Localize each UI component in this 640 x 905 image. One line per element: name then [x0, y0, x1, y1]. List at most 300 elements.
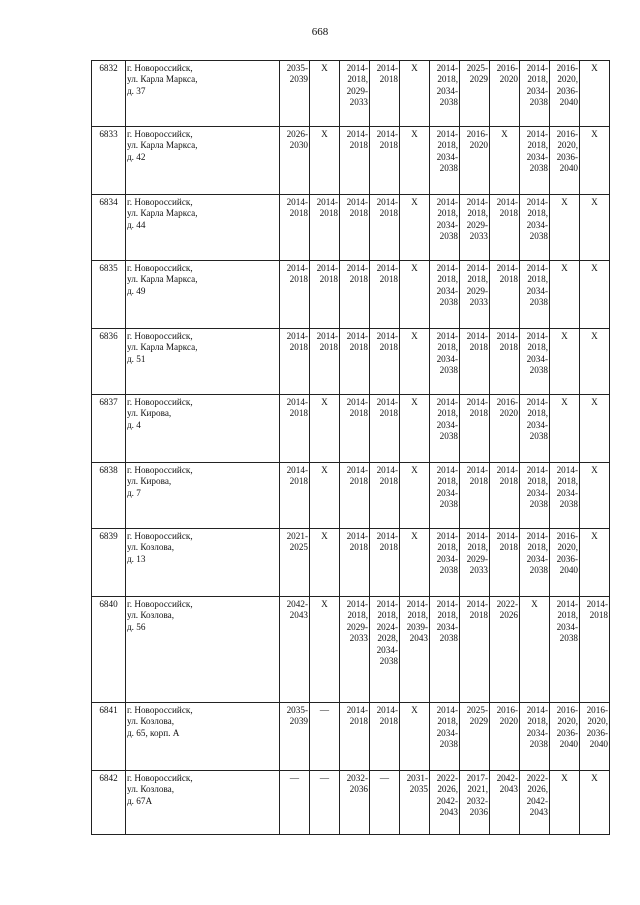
- period-cell: [550, 529, 580, 597]
- period-line: 2014-: [436, 263, 458, 273]
- period-line: 2018,: [437, 140, 458, 151]
- period-line: 2040: [559, 163, 578, 174]
- period-cell: [400, 771, 430, 835]
- period-cell: [520, 463, 550, 529]
- period-line: 2014-: [376, 63, 398, 73]
- period-line: 2038: [439, 431, 458, 442]
- address-line: ул. Козлова,: [127, 610, 175, 621]
- period-line: 2018: [469, 342, 488, 353]
- address-line: д. 37: [127, 85, 146, 96]
- period-line: Х: [531, 599, 538, 609]
- address-line: г. Новороссийск,: [127, 197, 193, 207]
- period-line: 2038: [439, 633, 458, 644]
- period-line: 2018,: [527, 74, 548, 85]
- address-line: д. 44: [127, 219, 146, 230]
- period-cell: [520, 597, 550, 703]
- period-line: 2018,: [437, 716, 458, 727]
- table-row: [92, 261, 610, 329]
- period-line: 2032-: [346, 773, 368, 783]
- period-cell: [280, 395, 310, 463]
- period-cell: [430, 127, 460, 195]
- period-cell: [280, 195, 310, 261]
- period-line: 2014-: [286, 197, 308, 207]
- period-line: 2016-: [556, 705, 578, 715]
- period-line: 2014-: [316, 263, 338, 273]
- period-line: 2029-: [466, 285, 488, 296]
- period-cell: [580, 261, 610, 329]
- period-line: 2014-: [286, 397, 308, 407]
- period-line: 2014-: [526, 263, 548, 273]
- period-cell: [370, 463, 400, 529]
- period-cell: [370, 771, 400, 835]
- period-line: 2014-: [496, 197, 518, 207]
- period-line: 2018,: [467, 208, 488, 219]
- period-line: 2014-: [436, 705, 458, 715]
- period-line: 2018: [349, 140, 368, 151]
- period-line: 2018: [379, 140, 398, 151]
- period-line: Х: [411, 531, 418, 541]
- period-cell: [370, 597, 400, 703]
- period-line: 2014-: [526, 531, 548, 541]
- period-cell: [370, 529, 400, 597]
- period-line: 2030: [289, 140, 308, 151]
- period-line: —: [319, 773, 330, 783]
- period-line: Х: [321, 599, 328, 609]
- period-line: 2014-: [556, 465, 578, 475]
- period-line: 2018,: [527, 408, 548, 419]
- period-line: 2018,: [557, 610, 578, 621]
- period-line: 2014-: [526, 465, 548, 475]
- address-line: д. 4: [127, 419, 141, 430]
- address-line: ул. Козлова,: [127, 542, 175, 553]
- period-line: 2014-: [556, 599, 578, 609]
- period-line: 2038: [529, 431, 548, 442]
- period-cell: [370, 61, 400, 127]
- period-line: 2016-: [556, 129, 578, 139]
- period-line: 2018,: [527, 208, 548, 219]
- period-line: 2014-: [466, 263, 488, 273]
- period-line: Х: [591, 773, 598, 783]
- period-line: 2018,: [527, 476, 548, 487]
- period-line: 2018: [499, 476, 518, 487]
- period-line: 2018,: [407, 610, 428, 621]
- table-row: [92, 597, 610, 703]
- period-cell: [430, 597, 460, 703]
- period-line: 2033: [469, 565, 488, 576]
- period-line: 2040: [559, 97, 578, 108]
- row-number: 6832: [92, 61, 126, 127]
- period-line: 2034-: [436, 727, 458, 738]
- period-line: 2029: [469, 716, 488, 727]
- period-line: 2018: [349, 716, 368, 727]
- period-line: 2014-: [376, 465, 398, 475]
- address-line: г. Новороссийск,: [127, 331, 193, 341]
- period-line: 2018,: [527, 542, 548, 553]
- period-cell: [280, 597, 310, 703]
- period-line: 2038: [529, 163, 548, 174]
- period-cell: [550, 261, 580, 329]
- period-line: 2040: [559, 565, 578, 576]
- period-cell: [460, 61, 490, 127]
- address-line: г. Новороссийск,: [127, 263, 193, 273]
- period-cell: [400, 329, 430, 395]
- period-line: Х: [561, 397, 568, 407]
- period-cell: [340, 329, 370, 395]
- period-line: 2018: [349, 408, 368, 419]
- period-line: 2018: [469, 610, 488, 621]
- period-line: 2034-: [526, 487, 548, 498]
- period-line: 2018: [379, 408, 398, 419]
- period-line: 2018: [379, 716, 398, 727]
- period-line: 2018: [499, 274, 518, 285]
- address-line: ул. Кирова,: [127, 408, 172, 419]
- period-line: 2020: [499, 74, 518, 85]
- period-line: 2014-: [526, 63, 548, 73]
- period-line: 2034-: [556, 621, 578, 632]
- period-line: Х: [591, 397, 598, 407]
- period-cell: [430, 771, 460, 835]
- address-cell: [126, 329, 280, 395]
- period-cell: [340, 703, 370, 771]
- period-line: 2043: [409, 633, 428, 644]
- period-cell: [370, 329, 400, 395]
- period-cell: [280, 261, 310, 329]
- period-line: 2042-: [496, 773, 518, 783]
- period-line: 2014-: [466, 397, 488, 407]
- period-line: 2014-: [376, 197, 398, 207]
- period-cell: [490, 127, 520, 195]
- period-cell: [520, 195, 550, 261]
- period-line: 2034-: [436, 553, 458, 564]
- period-line: 2018: [319, 208, 338, 219]
- period-cell: [550, 61, 580, 127]
- table-body: [92, 61, 610, 835]
- period-cell: [370, 127, 400, 195]
- period-cell: [460, 395, 490, 463]
- address-line: г. Новороссийск,: [127, 397, 193, 407]
- row-number: 6842: [92, 771, 126, 835]
- period-cell: [340, 261, 370, 329]
- period-cell: [430, 395, 460, 463]
- address-line: ул. Карла Маркса,: [127, 274, 198, 285]
- period-cell: [520, 395, 550, 463]
- period-line: 2034-: [436, 285, 458, 296]
- period-line: 2018,: [557, 476, 578, 487]
- period-line: 2026,: [527, 784, 548, 795]
- period-line: 2021,: [467, 784, 488, 795]
- period-line: 2018,: [527, 342, 548, 353]
- row-number: 6838: [92, 463, 126, 529]
- period-cell: [550, 463, 580, 529]
- address-line: д. 42: [127, 151, 146, 162]
- period-line: 2014-: [346, 599, 368, 609]
- table-row: [92, 127, 610, 195]
- period-line: 2029-: [466, 219, 488, 230]
- row-number: 6833: [92, 127, 126, 195]
- period-line: 2018,: [437, 476, 458, 487]
- period-line: 2024-: [376, 621, 398, 632]
- period-line: 2014-: [436, 465, 458, 475]
- period-line: Х: [591, 331, 598, 341]
- period-line: 2029-: [466, 553, 488, 564]
- period-line: 2038: [529, 231, 548, 242]
- period-line: 2035-: [286, 705, 308, 715]
- address-line: д. 7: [127, 487, 141, 498]
- period-line: 2038: [529, 565, 548, 576]
- period-line: 2014-: [436, 331, 458, 341]
- period-line: 2020,: [587, 716, 608, 727]
- period-line: 2016-: [496, 705, 518, 715]
- period-cell: [400, 529, 430, 597]
- row-number: 6841: [92, 703, 126, 771]
- period-line: 2026-: [286, 129, 308, 139]
- period-line: Х: [591, 63, 598, 73]
- period-cell: [490, 195, 520, 261]
- address-line: ул. Козлова,: [127, 784, 175, 795]
- period-cell: [430, 529, 460, 597]
- period-line: 2014-: [466, 465, 488, 475]
- period-line: 2035-: [286, 63, 308, 73]
- address-line: д. 49: [127, 285, 146, 296]
- period-line: —: [319, 705, 330, 715]
- period-line: 2018: [319, 342, 338, 353]
- period-line: Х: [591, 197, 598, 207]
- period-line: 2014-: [466, 331, 488, 341]
- period-line: 2036-: [556, 151, 578, 162]
- period-line: Х: [411, 129, 418, 139]
- period-cell: [400, 703, 430, 771]
- period-line: 2038: [529, 297, 548, 308]
- period-line: 2034-: [526, 419, 548, 430]
- period-line: 2018: [379, 208, 398, 219]
- period-line: 2018: [379, 542, 398, 553]
- period-line: 2034-: [436, 621, 458, 632]
- address-cell: [126, 61, 280, 127]
- period-line: 2021-: [286, 531, 308, 541]
- period-line: 2036-: [586, 727, 608, 738]
- period-line: 2034-: [526, 85, 548, 96]
- period-cell: [580, 195, 610, 261]
- period-line: 2034-: [526, 553, 548, 564]
- period-cell: [280, 329, 310, 395]
- period-cell: [340, 395, 370, 463]
- period-line: 2038: [439, 365, 458, 376]
- period-line: Х: [591, 465, 598, 475]
- address-line: д. 65, корп. А: [127, 727, 180, 738]
- period-cell: [310, 261, 340, 329]
- period-line: 2014-: [376, 599, 398, 609]
- period-line: 2018: [379, 476, 398, 487]
- period-line: 2043: [529, 807, 548, 818]
- period-cell: [520, 127, 550, 195]
- period-cell: [400, 395, 430, 463]
- period-cell: [370, 195, 400, 261]
- period-line: 2018: [379, 274, 398, 285]
- period-cell: [340, 529, 370, 597]
- period-line: 2020,: [557, 74, 578, 85]
- period-cell: [310, 61, 340, 127]
- period-line: 2018,: [437, 542, 458, 553]
- period-cell: [400, 61, 430, 127]
- period-cell: [280, 127, 310, 195]
- period-line: 2014-: [496, 531, 518, 541]
- row-number: 6836: [92, 329, 126, 395]
- period-line: 2020,: [557, 140, 578, 151]
- period-line: 2038: [529, 499, 548, 510]
- period-line: 2018: [499, 208, 518, 219]
- period-line: 2036-: [556, 553, 578, 564]
- period-cell: [460, 597, 490, 703]
- period-line: 2014-: [376, 331, 398, 341]
- period-cell: [520, 61, 550, 127]
- period-cell: [490, 329, 520, 395]
- period-line: Х: [561, 773, 568, 783]
- period-line: 2034-: [436, 85, 458, 96]
- period-line: 2014-: [466, 599, 488, 609]
- period-line: 2025-: [466, 63, 488, 73]
- period-cell: [310, 395, 340, 463]
- period-line: 2014-: [586, 599, 608, 609]
- address-line: г. Новороссийск,: [127, 63, 193, 73]
- period-line: 2016-: [496, 397, 518, 407]
- period-line: 2034-: [436, 151, 458, 162]
- table-row: [92, 771, 610, 835]
- period-line: 2038: [559, 633, 578, 644]
- period-line: Х: [591, 129, 598, 139]
- period-cell: [430, 195, 460, 261]
- page-number: 668: [311, 26, 329, 38]
- period-line: 2014-: [346, 263, 368, 273]
- address-cell: [126, 771, 280, 835]
- period-cell: [370, 703, 400, 771]
- period-line: 2034-: [436, 487, 458, 498]
- period-cell: [280, 61, 310, 127]
- period-line: 2014-: [496, 331, 518, 341]
- period-line: 2042-: [436, 795, 458, 806]
- period-cell: [460, 771, 490, 835]
- period-line: 2029: [469, 74, 488, 85]
- period-line: 2018: [499, 542, 518, 553]
- period-line: 2014-: [526, 129, 548, 139]
- period-line: 2018: [349, 542, 368, 553]
- period-line: 2018: [379, 342, 398, 353]
- period-line: 2022-: [496, 599, 518, 609]
- period-cell: [370, 395, 400, 463]
- period-line: 2014-: [436, 531, 458, 541]
- period-cell: [460, 529, 490, 597]
- address-cell: [126, 463, 280, 529]
- period-line: 2014-: [346, 531, 368, 541]
- period-cell: [280, 703, 310, 771]
- period-cell: [490, 703, 520, 771]
- period-line: Х: [591, 263, 598, 273]
- row-number: 6835: [92, 261, 126, 329]
- period-line: 2018,: [437, 274, 458, 285]
- period-line: —: [379, 773, 390, 783]
- period-cell: [310, 597, 340, 703]
- period-line: 2033: [469, 231, 488, 242]
- period-line: 2018,: [347, 74, 368, 85]
- period-line: 2018: [289, 208, 308, 219]
- period-line: 2042-: [286, 599, 308, 609]
- period-line: 2042-: [526, 795, 548, 806]
- period-line: 2014-: [376, 129, 398, 139]
- row-number: 6840: [92, 597, 126, 703]
- period-line: 2032-: [466, 795, 488, 806]
- period-cell: [400, 261, 430, 329]
- period-cell: [460, 703, 490, 771]
- period-cell: [460, 261, 490, 329]
- period-cell: [430, 703, 460, 771]
- period-cell: [400, 463, 430, 529]
- period-cell: [580, 61, 610, 127]
- period-line: 2014-: [316, 197, 338, 207]
- period-line: 2014-: [346, 705, 368, 715]
- period-line: 2014-: [286, 331, 308, 341]
- period-line: 2036-: [556, 727, 578, 738]
- period-line: 2014-: [346, 197, 368, 207]
- period-line: 2018,: [437, 610, 458, 621]
- period-cell: [490, 463, 520, 529]
- period-line: 2014-: [496, 263, 518, 273]
- period-line: 2016-: [496, 63, 518, 73]
- period-line: Х: [561, 263, 568, 273]
- table-row: [92, 61, 610, 127]
- address-line: г. Новороссийск,: [127, 773, 193, 783]
- period-line: 2014-: [526, 397, 548, 407]
- period-line: 2018: [589, 610, 608, 621]
- period-cell: [400, 597, 430, 703]
- period-line: 2025-: [466, 705, 488, 715]
- period-cell: [310, 771, 340, 835]
- table-row: [92, 195, 610, 261]
- period-line: 2014-: [406, 599, 428, 609]
- period-cell: [580, 703, 610, 771]
- address-line: г. Новороссийск,: [127, 531, 193, 541]
- period-cell: [340, 195, 370, 261]
- period-line: 2039: [289, 716, 308, 727]
- period-cell: [460, 329, 490, 395]
- period-line: 2016-: [586, 705, 608, 715]
- period-line: 2038: [439, 499, 458, 510]
- period-line: Х: [321, 531, 328, 541]
- period-line: 2043: [289, 610, 308, 621]
- period-line: 2034-: [436, 353, 458, 364]
- period-line: 2018,: [377, 610, 398, 621]
- period-cell: [550, 597, 580, 703]
- period-line: Х: [411, 465, 418, 475]
- period-cell: [340, 597, 370, 703]
- period-cell: [460, 463, 490, 529]
- period-line: 2018: [469, 408, 488, 419]
- period-cell: [400, 127, 430, 195]
- period-line: 2018,: [437, 342, 458, 353]
- address-cell: [126, 395, 280, 463]
- period-line: 2018: [379, 74, 398, 85]
- period-line: 2026,: [437, 784, 458, 795]
- period-cell: [430, 61, 460, 127]
- period-cell: [580, 329, 610, 395]
- period-line: Х: [321, 63, 328, 73]
- period-cell: [310, 529, 340, 597]
- address-line: г. Новороссийск,: [127, 599, 193, 609]
- period-line: 2016-: [556, 531, 578, 541]
- period-line: 2018: [349, 274, 368, 285]
- address-cell: [126, 127, 280, 195]
- period-line: 2034-: [526, 219, 548, 230]
- period-line: Х: [411, 263, 418, 273]
- period-line: 2014-: [286, 263, 308, 273]
